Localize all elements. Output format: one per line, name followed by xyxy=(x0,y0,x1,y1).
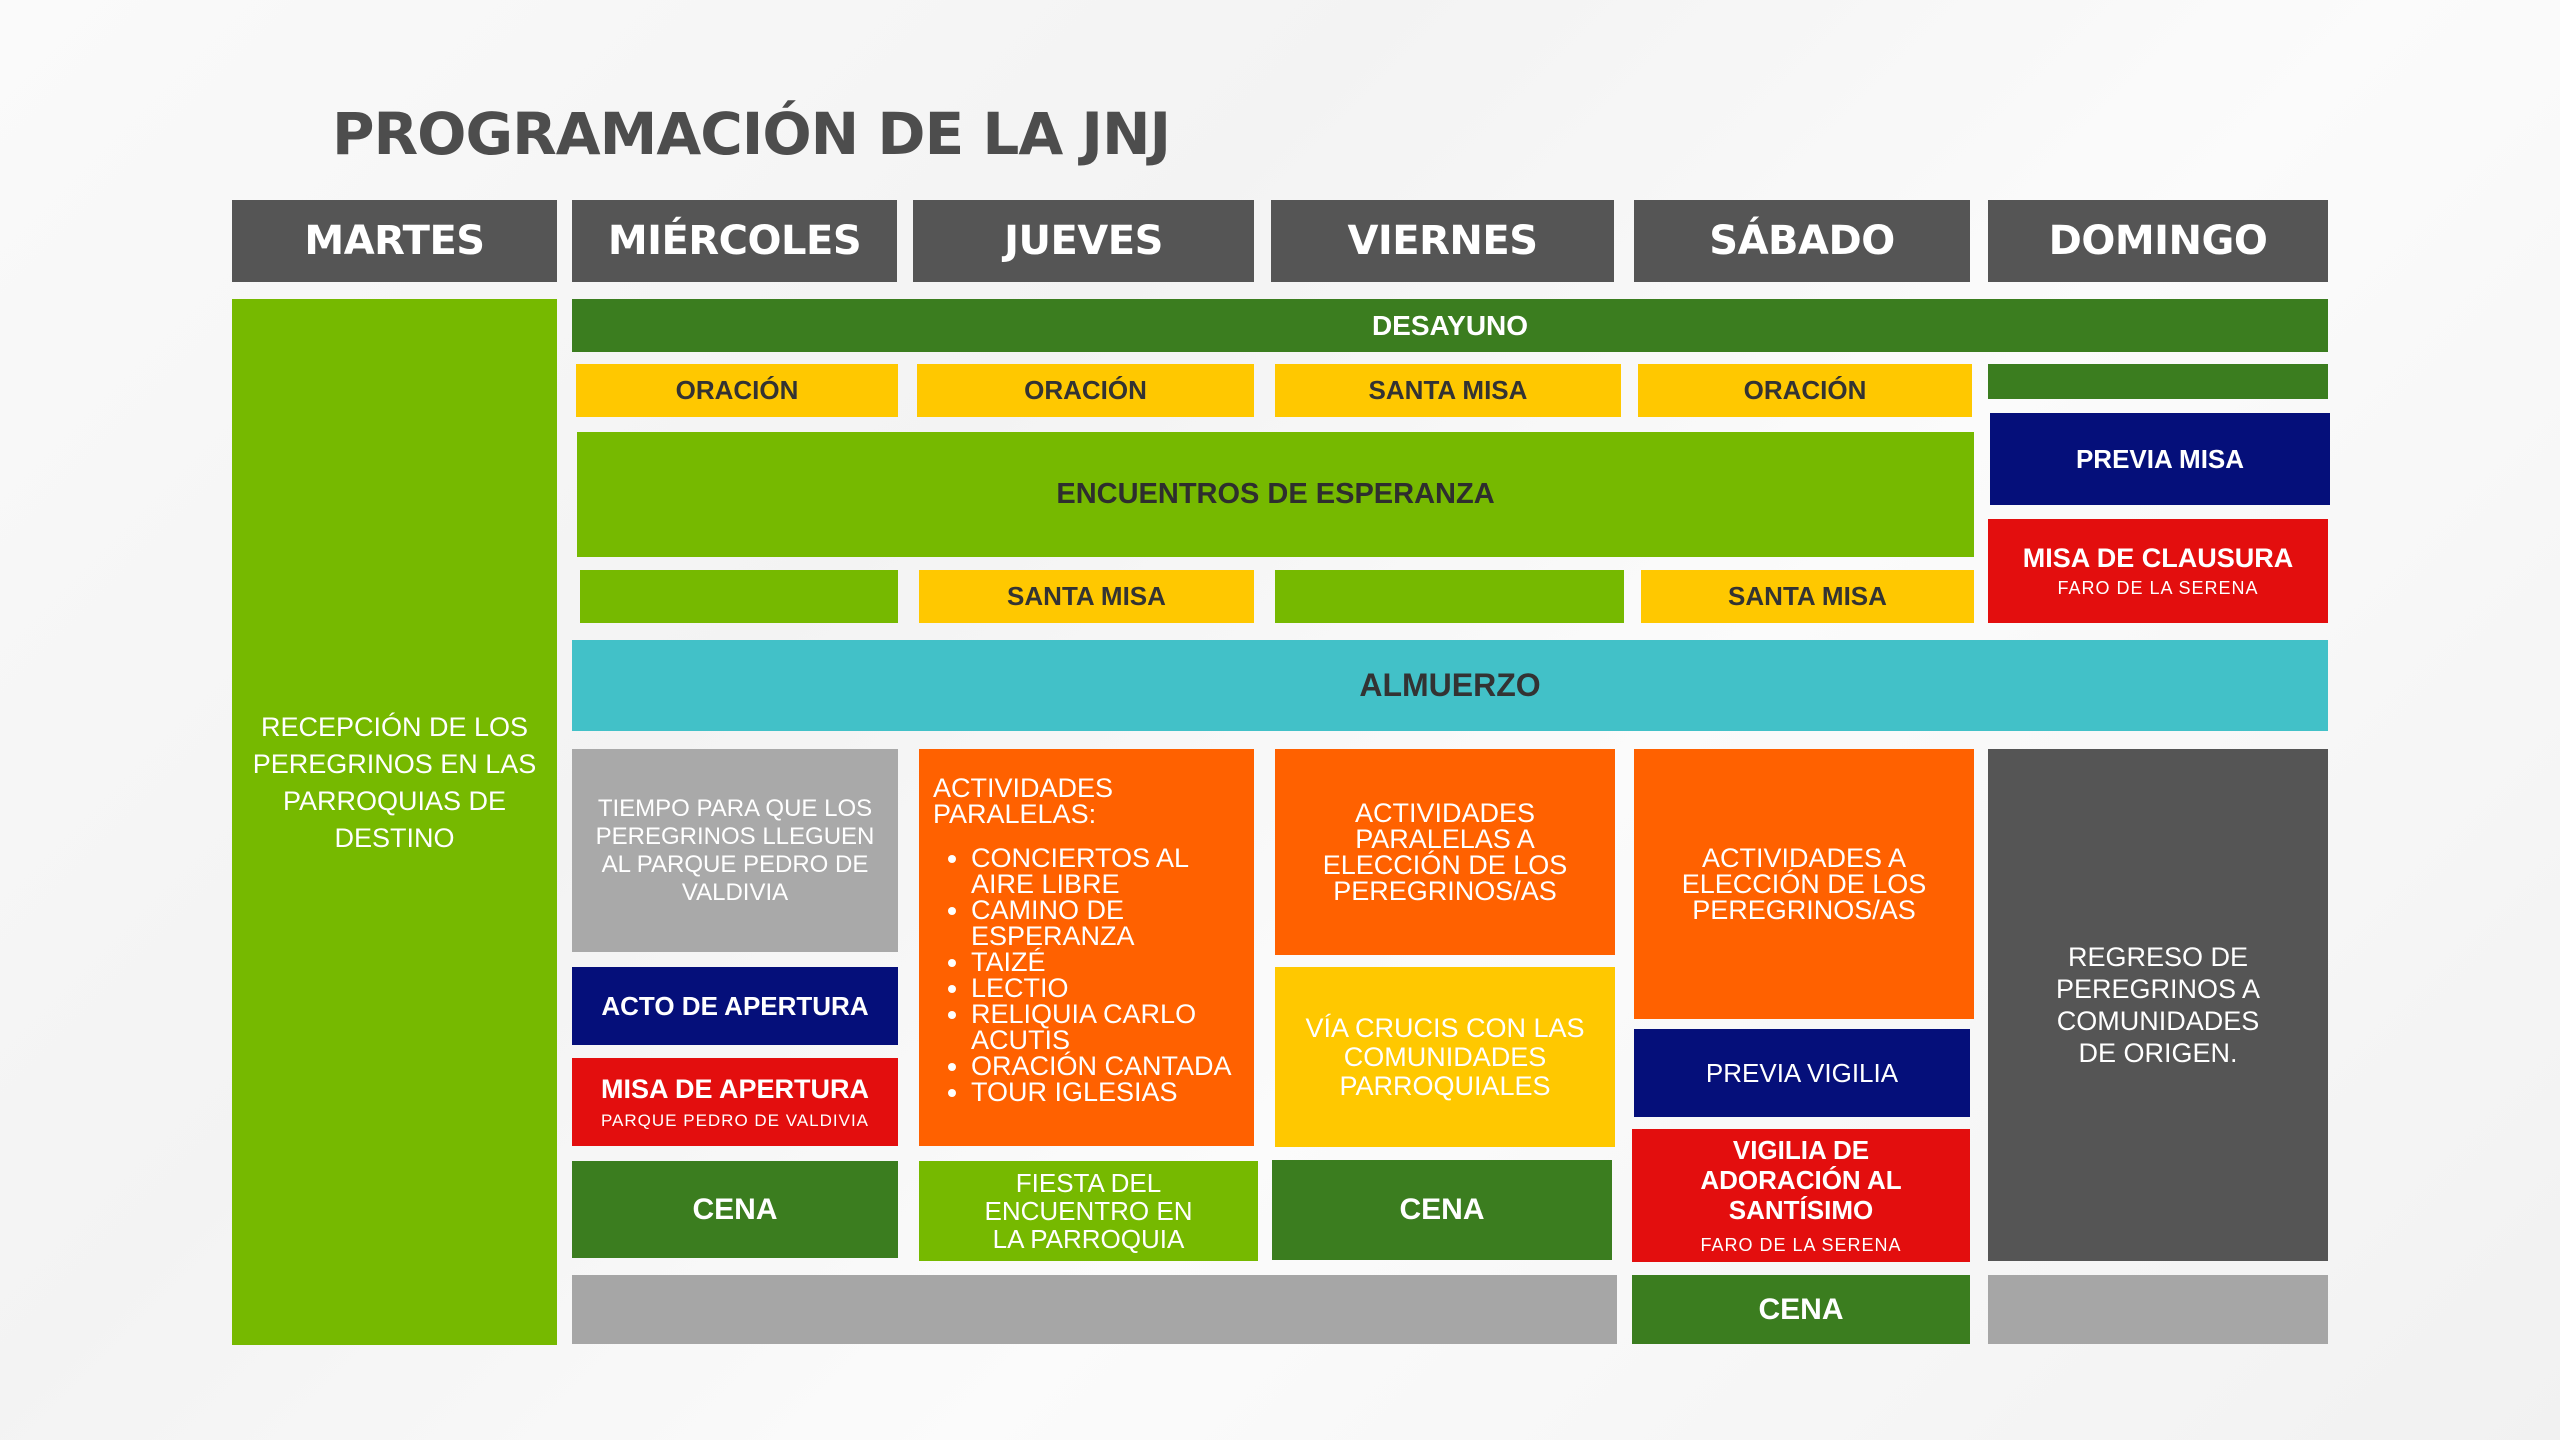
cena-viernes: CENA xyxy=(1272,1160,1612,1260)
list-item: • TOUR IGLESIAS xyxy=(971,1079,1240,1105)
acto-de-apertura: ACTO DE APERTURA xyxy=(572,967,898,1045)
tiempo-llegada: TIEMPO PARA QUE LOS PEREGRINOS LLEGUEN AL PARQUE PEDRO DE VALDIVIA xyxy=(572,749,898,952)
oracion-sabado: ORACIÓN xyxy=(1638,364,1972,417)
misa-apertura-lugar: PARQUE PEDRO DE VALDIVIA xyxy=(600,1110,870,1130)
viernes-green-slot xyxy=(1275,570,1624,623)
oracion-miercoles: ORACIÓN xyxy=(576,364,898,417)
bottom-gray-bar xyxy=(572,1275,1617,1344)
vigilia-de-adoracion xyxy=(1632,1129,1970,1262)
page-title: PROGRAMACIÓN DE LA JNJ xyxy=(332,100,1171,168)
domingo-green-bar xyxy=(1988,364,2328,399)
actividades-paralelas-jueves xyxy=(919,749,1254,1146)
almuerzo-bar: ALMUERZO xyxy=(572,640,2328,731)
domingo-gray-bar xyxy=(1988,1275,2328,1344)
santa-misa-sabado: SANTA MISA xyxy=(1641,570,1974,623)
oracion-jueves: ORACIÓN xyxy=(917,364,1254,417)
actividades-title: ACTIVIDADES PARALELAS: xyxy=(933,773,1114,829)
fiesta-del-encuentro: FIESTA DEL ENCUENTRO EN LA PARROQUIA xyxy=(919,1161,1258,1261)
actividades-sabado: ACTIVIDADES A ELECCIÓN DE LOS PEREGRINOS/AS xyxy=(1634,749,1974,1019)
cena-miercoles: CENA xyxy=(572,1161,898,1258)
day-header-miercoles: MIÉRCOLES xyxy=(572,200,897,282)
day-header-domingo: DOMINGO xyxy=(1988,200,2328,282)
list-item: • RELIQUIA CARLO ACUTIS xyxy=(971,1001,1240,1053)
misa-clausura-lugar: FARO DE LA SERENA xyxy=(2057,578,2259,598)
misa-de-apertura xyxy=(572,1058,898,1146)
recepcion-text: RECEPCIÓN DE LOS PEREGRINOS EN LAS PARROQUIAS DE DESTINO xyxy=(252,712,537,853)
recepcion-peregrinos xyxy=(232,299,557,1345)
vigilia-lugar: FARO DE LA SERENA xyxy=(1700,1235,1902,1255)
santa-misa-viernes: SANTA MISA xyxy=(1275,364,1621,417)
day-header-martes: MARTES xyxy=(232,200,557,282)
day-header-jueves: JUEVES xyxy=(913,200,1254,282)
day-header-sabado: SÁBADO xyxy=(1634,200,1970,282)
encuentros-de-esperanza: ENCUENTROS DE ESPERANZA xyxy=(577,432,1974,557)
actividades-list xyxy=(933,845,1240,1105)
list-item: • TAIZÉ xyxy=(971,949,1240,975)
santa-misa-jueves: SANTA MISA xyxy=(919,570,1254,623)
misa-clausura-label: MISA DE CLAUSURA xyxy=(2022,543,2294,573)
miercoles-green-slot xyxy=(580,570,898,623)
misa-de-clausura xyxy=(1988,519,2328,623)
day-header-viernes: VIERNES xyxy=(1271,200,1614,282)
regreso-peregrinos: REGRESO DE PEREGRINOS A COMUNIDADES DE ORIGEN. xyxy=(1988,749,2328,1261)
vigilia-label: VIGILIA DE ADORACIÓN AL SANTÍSIMO xyxy=(1700,1135,1902,1225)
list-item: • ORACIÓN CANTADA xyxy=(971,1053,1240,1079)
previa-vigilia: PREVIA VIGILIA xyxy=(1634,1029,1970,1117)
list-item: • CONCIERTOS AL AIRE LIBRE xyxy=(971,845,1240,897)
desayuno-bar: DESAYUNO xyxy=(572,299,2328,352)
actividades-paralelas-viernes: ACTIVIDADES PARALELAS A ELECCIÓN DE LOS PEREGRINOS/AS xyxy=(1275,749,1615,955)
list-item: • CAMINO DE ESPERANZA xyxy=(971,897,1240,949)
misa-apertura-label: MISA DE APERTURA xyxy=(600,1073,869,1104)
list-item: • LECTIO xyxy=(971,975,1240,1001)
cena-sabado: CENA xyxy=(1632,1275,1970,1344)
via-crucis: VÍA CRUCIS CON LAS COMUNIDADES PARROQUIALES xyxy=(1275,967,1615,1147)
previa-misa: PREVIA MISA xyxy=(1990,413,2330,505)
